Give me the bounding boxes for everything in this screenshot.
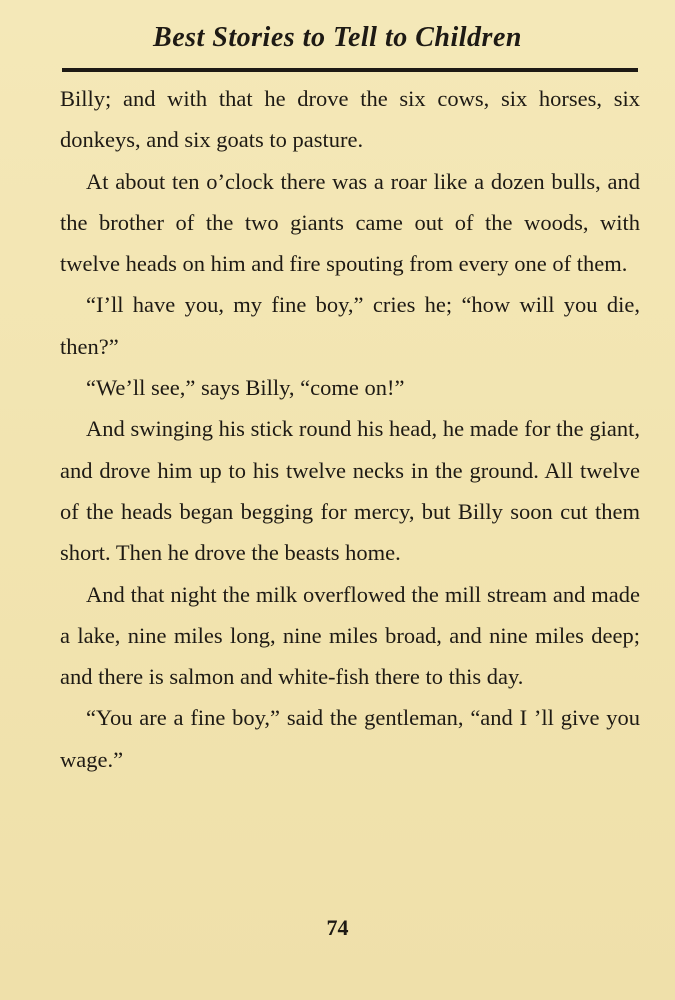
paragraph-3: “I’ll have you, my fine boy,” cries he; “how will you die, then?”: [60, 292, 640, 359]
paragraph-2: At about ten o’clock there was a roar like a dozen bulls, and the brother of the two giants came out of the woods, with twelve heads on him and fire spouting from every one of them.: [60, 168, 640, 277]
running-head-title: Best Stories to Tell to Children: [153, 22, 522, 53]
paragraph-4: “We’ll see,” says Billy, “come on!”: [86, 375, 405, 401]
paragraph-1: Billy; and with that he drove the six cows, six horses, six donkeys, and six goats to pasture.: [60, 86, 640, 153]
paragraph-7: “You are a fine boy,” said the gentleman, “and I ’ll give you wage.”: [60, 705, 640, 772]
paragraph-5: And swinging his stick round his head, he made for the giant, and drove him up to his twelve necks in the ground. All twelve of the heads began begging for mercy, but Billy soon cut them short. Then he drove the beasts home.: [60, 416, 640, 566]
header-rule: [62, 68, 638, 72]
paragraph-6: And that night the milk overflowed the mill stream and made a lake, nine miles long, nine miles broad, and nine miles deep; and there is salmon and white-fish there to this day.: [60, 581, 640, 690]
page-number: 74: [326, 915, 349, 940]
body-text: [60, 78, 640, 780]
